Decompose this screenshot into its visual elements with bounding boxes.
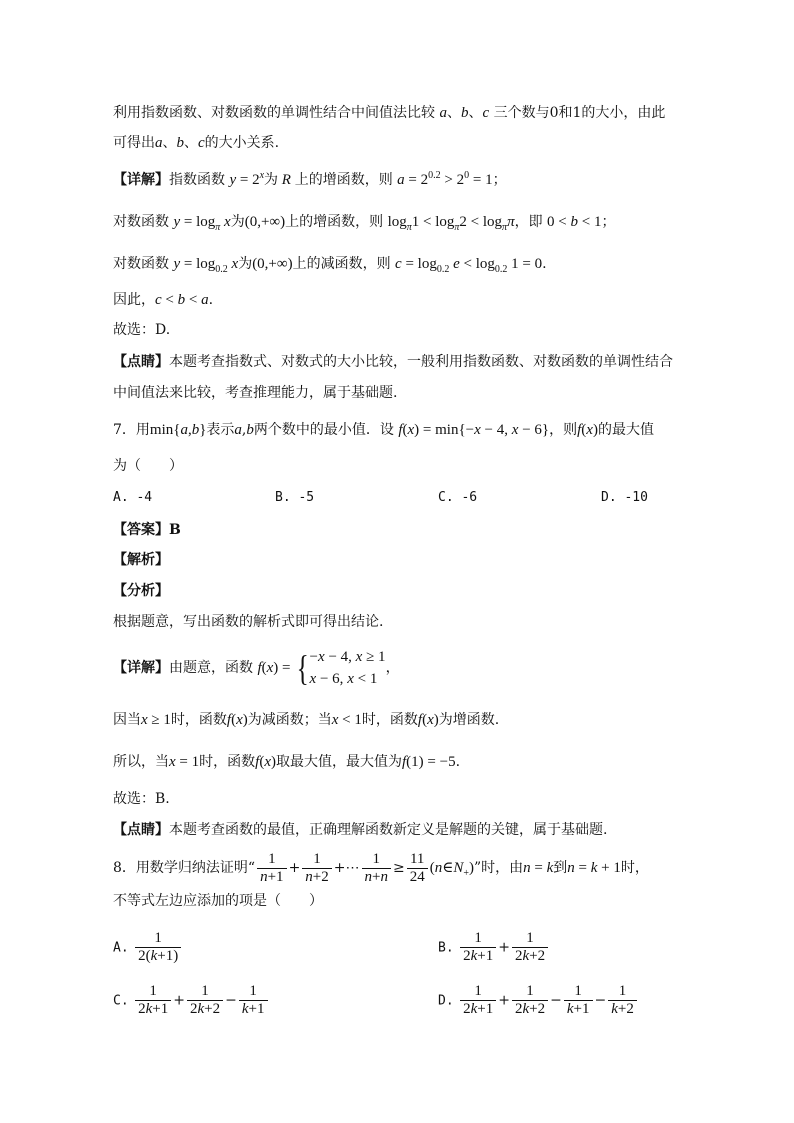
text: 表示: [206, 422, 235, 438]
fenxi-tag: 【分析】: [113, 583, 169, 599]
analysis-line-1: 利用指数函数、对数函数的单调性结合中间值法比较 a、b、c 三个数与0和1的大小，由此: [113, 105, 666, 121]
text: 对数函数: [113, 256, 169, 272]
option-label: D.: [438, 993, 454, 1009]
question-7-line-1: 7．用min{a,b}表示a,b两个数中的最小值．设 f(x) = min{−x − 4, x − 6}，则f(x)的最大值: [113, 422, 654, 438]
text: ，即: [514, 214, 543, 230]
comment-line-3: [113, 820, 607, 840]
text: 上的增函数，则: [294, 172, 393, 188]
text: 时，由: [481, 860, 524, 876]
text: 本题考查函数的最值，正确理解函数新定义是解题的关键，属于基础题.: [169, 822, 608, 838]
text: 为增函数.: [438, 712, 500, 728]
question-number: 8．: [113, 860, 136, 876]
question-number: 7．: [113, 422, 136, 438]
detail-tag: 【详解】: [113, 172, 169, 188]
option-b[interactable]: B. $\frac{1}{2k+1}$ + $\frac{1}{2k+2}$: [438, 930, 550, 965]
analysis-tag: 【解析】: [113, 552, 169, 568]
text: 用数学归纳法证明: [135, 860, 248, 876]
answer-line-d: 故选：D.: [113, 322, 171, 338]
text: 为: [264, 172, 279, 188]
text: 可得出: [113, 135, 155, 151]
option-a[interactable]: A. -4: [113, 490, 153, 505]
option-label: C.: [113, 993, 129, 1009]
text: 上的增函数，则: [285, 214, 384, 230]
comment-line-2: 中间值法来比较，考查推理能力，属于基础题.: [113, 385, 398, 401]
text: 两个数中的最小值．设: [253, 422, 394, 438]
text: 因当: [113, 712, 141, 728]
text: 指数函数: [169, 172, 225, 188]
log-pi-line: 对数函数 $y = \log_\pi x$为(0,+∞)上的增函数，则 $\log_\pi 1 < \log_\pi 2 < \log_\pi\pi$，即 0 < b < 1；: [113, 214, 616, 233]
comment-line-1: [113, 352, 673, 372]
option-a[interactable]: A. $\frac{1}{2(k+1)}$: [113, 930, 183, 965]
text: 取最大值，最大值为: [275, 754, 402, 770]
option-b[interactable]: B. -5: [275, 490, 315, 505]
reason-line-2: 所以，当x = 1时，函数f(x)取最大值，最大值为f(1) = −5.: [113, 754, 461, 770]
option-label: A.: [113, 940, 129, 956]
option-c[interactable]: C. $\frac{1}{2k+1}$ + $\frac{1}{2k+2}$ − $\frac{1}{k+1}$: [113, 983, 270, 1018]
text: 的大小关系.: [204, 135, 280, 151]
log-02-line: 对数函数 $y = \log_{0.2} x$为(0,+∞)上的减函数，则 $c = \log_{0.2} e < \log_{0.2} 1 = 0$.: [113, 256, 547, 275]
text: 时，函数: [170, 712, 227, 728]
text: ，则: [549, 422, 578, 438]
comment-tag: 【点睛】: [113, 822, 169, 838]
answer-tag: 【答案】B: [113, 522, 181, 538]
analysis-line-2: 可得出a、b、c的大小关系.: [113, 135, 280, 151]
text: 时，: [620, 860, 649, 876]
text: 三个数与0和1的大小，由此: [493, 105, 666, 121]
text: 由题意，函数: [169, 660, 253, 676]
option-label: B.: [438, 940, 454, 956]
text: 本题考查指数式、对数式的大小比较，一般利用指数函数、对数函数的单调性结合: [169, 354, 673, 370]
fenxi-text: 根据题意，写出函数的解析式即可得出结论.: [113, 614, 384, 630]
text: 为减函数；当: [247, 712, 332, 728]
text: 的最大值: [597, 422, 654, 438]
text: 上的减函数，则: [292, 256, 391, 272]
detail-tag: 【详解】: [113, 660, 169, 676]
detail-line-2: 【详解】由题意，函数 f(x) = {−x − 4, x ≥ 1 x − 6, x < 1，: [113, 648, 400, 688]
text: 所以，当: [113, 754, 169, 770]
text: 用: [135, 422, 150, 438]
question-8-line-1: 8．用数学归纳法证明“ $\frac{1}{n+1}$ + $\frac{1}{n+2}$ +⋯ $\frac{1}{n+n}$ ≥ $\frac{11}{24}$ $(n\in N_+)$”时，由n = k到n = k + 1时，: [113, 850, 649, 885]
question-8-line-2: 不等式左边应添加的项是（ ）: [113, 893, 323, 909]
text: 时，函数: [199, 754, 256, 770]
comment-tag: 【点睛】: [113, 354, 169, 370]
reason-line-1: 因当x ≥ 1时，函数f(x)为减函数；当x < 1时，函数f(x)为增函数.: [113, 712, 500, 728]
text: 对数函数: [113, 214, 169, 230]
option-c[interactable]: C. -6: [438, 490, 478, 505]
text: 时，函数: [361, 712, 418, 728]
text: 因此，: [113, 292, 155, 308]
therefore-line: 因此，c < b < a.: [113, 292, 214, 308]
piecewise-cases: −x − 4, x ≥ 1 x − 6, x < 1: [309, 649, 386, 687]
text: 到: [553, 860, 568, 876]
option-d[interactable]: D. $\frac{1}{2k+1}$ + $\frac{1}{2k+2}$ − $\frac{1}{k+1}$ − $\frac{1}{k+2}$: [438, 983, 639, 1018]
question-7-line-2: 为（ ）: [113, 458, 183, 474]
answer-line-b: 故选：B.: [113, 791, 170, 807]
detail-line-1: 【详解】指数函数 $y = 2^x$为 R 上的增函数，则 $a = 2^{0.2} > 2^0 = 1$；: [113, 170, 507, 188]
option-d[interactable]: D. -10: [601, 490, 648, 505]
text: 利用指数函数、对数函数的单调性结合中间值法比较: [113, 105, 435, 121]
